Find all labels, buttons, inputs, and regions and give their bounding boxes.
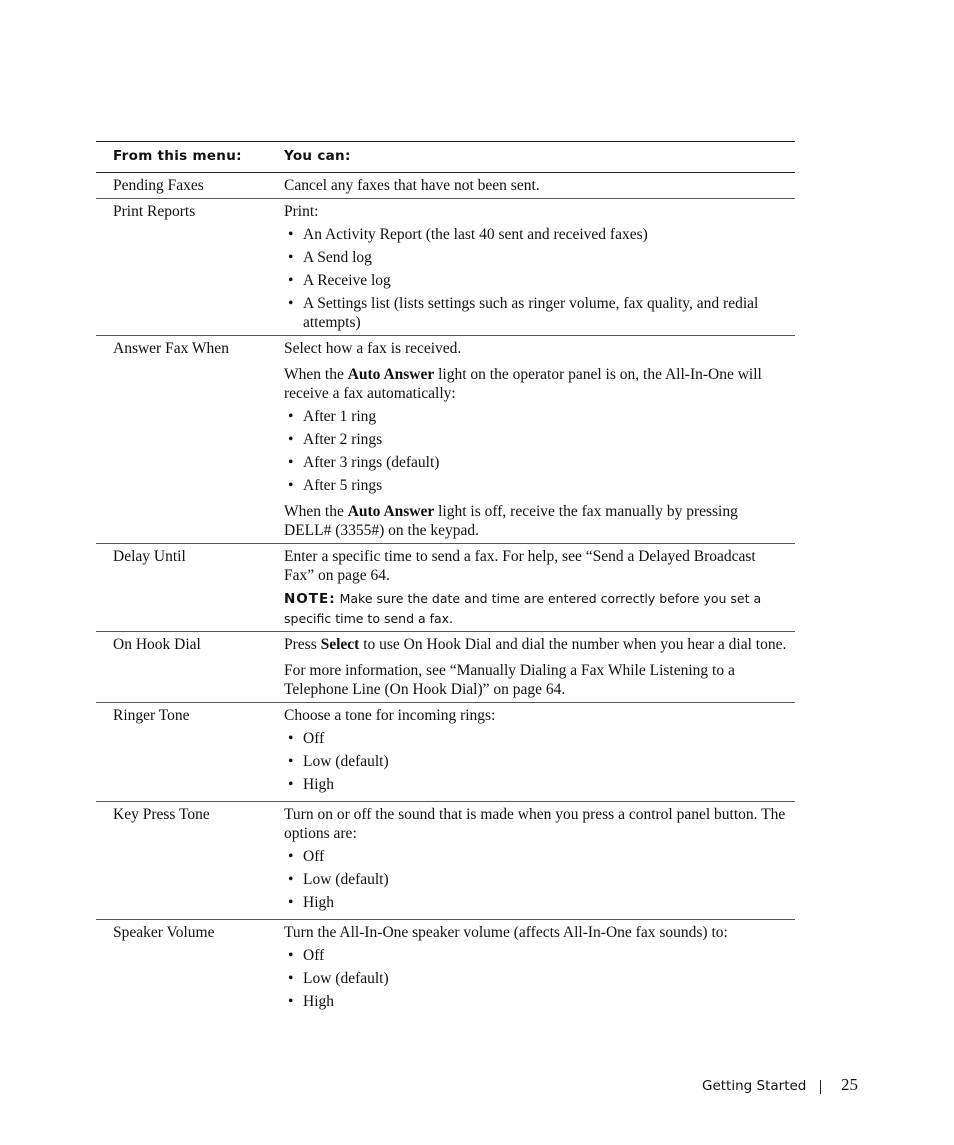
list-item: • A Settings list (lists settings such as ringer volume, fax quality, and redial attempts) bbox=[284, 294, 787, 332]
list-item: • A Send log bbox=[284, 248, 787, 267]
menu-description bbox=[284, 336, 795, 544]
list-item: • After 5 rings bbox=[284, 476, 787, 495]
bullet-list bbox=[284, 847, 787, 912]
menu-description bbox=[284, 920, 795, 1019]
select-term: Select bbox=[320, 636, 360, 653]
table-row-print-reports bbox=[96, 199, 795, 336]
table-row-ringer-tone bbox=[96, 703, 795, 802]
text-span: Press bbox=[284, 636, 321, 653]
menu-name: Ringer Tone bbox=[96, 703, 284, 802]
menu-description bbox=[284, 802, 795, 920]
table-row-pending-faxes bbox=[96, 173, 795, 199]
menu-name: Answer Fax When bbox=[96, 336, 284, 544]
list-item: • After 3 rings (default) bbox=[284, 453, 787, 472]
header-from-this-menu: From this menu: bbox=[96, 142, 284, 173]
list-item: • Off bbox=[284, 729, 787, 748]
menu-name: On Hook Dial bbox=[96, 632, 284, 703]
auto-answer-term: Auto Answer bbox=[347, 366, 435, 383]
description-text bbox=[284, 635, 787, 654]
list-item: • After 1 ring bbox=[284, 407, 787, 426]
table-row-speaker-volume bbox=[96, 920, 795, 1019]
description-text: Cancel any faxes that have not been sent. bbox=[284, 177, 540, 194]
list-item: • High bbox=[284, 775, 787, 794]
table-row-on-hook-dial bbox=[96, 632, 795, 703]
description-text: Turn on or off the sound that is made when you press a control panel button. The options are: bbox=[284, 806, 786, 842]
description-text: Turn the All-In-One speaker volume (affects All-In-One fax sounds) to: bbox=[284, 924, 728, 941]
list-item: • A Receive log bbox=[284, 271, 787, 290]
list-item: • After 2 rings bbox=[284, 430, 787, 449]
menu-name: Print Reports bbox=[96, 199, 284, 336]
page-number: 25 bbox=[841, 1075, 858, 1094]
table-row-delay-until bbox=[96, 544, 795, 632]
text-span: light on the operator panel is on, the All-In-One will receive a fax automatically: bbox=[284, 366, 762, 402]
description-text: Select how a fax is received. bbox=[284, 340, 462, 357]
footer-section-title: Getting Started bbox=[702, 1078, 807, 1094]
table-row-answer-fax-when bbox=[96, 336, 795, 544]
note bbox=[284, 589, 787, 628]
list-item: • An Activity Report (the last 40 sent and received faxes) bbox=[284, 225, 787, 244]
text-span: light is off, receive the fax manually by pressing DELL# (3355#) on the keypad. bbox=[284, 503, 738, 539]
list-item: • Low (default) bbox=[284, 969, 787, 988]
bullet-list bbox=[284, 225, 787, 332]
header-you-can: You can: bbox=[284, 142, 795, 173]
list-item: • High bbox=[284, 992, 787, 1011]
list-item: • High bbox=[284, 893, 787, 912]
list-item: • Off bbox=[284, 847, 787, 866]
note-label: NOTE: bbox=[284, 591, 336, 607]
menu-name: Key Press Tone bbox=[96, 802, 284, 920]
list-item: • Low (default) bbox=[284, 870, 787, 889]
menu-description bbox=[284, 199, 795, 336]
auto-answer-term: Auto Answer bbox=[347, 503, 435, 520]
list-item: • Low (default) bbox=[284, 752, 787, 771]
note-text: Make sure the date and time are entered correctly before you set a specific time to send a fax. bbox=[284, 591, 762, 626]
description-text: Enter a specific time to send a fax. For help, see “Send a Delayed Broadcast Fax” on page 64. bbox=[284, 548, 756, 584]
text-span: When the bbox=[284, 503, 348, 520]
menu-name: Pending Faxes bbox=[96, 173, 284, 199]
description-text bbox=[284, 502, 787, 540]
table-header-row bbox=[96, 142, 795, 173]
description-text: Print: bbox=[284, 203, 319, 220]
description-text: For more information, see “Manually Dialing a Fax While Listening to a Telephone Line (On Hook Dial)” on page 64. bbox=[284, 662, 735, 698]
menu-name: Speaker Volume bbox=[113, 924, 215, 941]
description-text bbox=[284, 365, 787, 403]
text-span: When the bbox=[284, 366, 348, 383]
menu-description bbox=[284, 632, 795, 703]
text-span: to use On Hook Dial and dial the number when you hear a dial tone. bbox=[359, 636, 787, 653]
bullet-list bbox=[284, 946, 787, 1011]
list-item: • Off bbox=[284, 946, 787, 965]
table-row-key-press-tone bbox=[96, 802, 795, 920]
menu-description bbox=[284, 173, 795, 199]
menu-description bbox=[284, 544, 795, 632]
footer-divider bbox=[820, 1080, 821, 1094]
menu-name: Delay Until bbox=[96, 544, 284, 632]
bullet-list bbox=[284, 729, 787, 794]
menu-options-table bbox=[96, 141, 795, 1018]
bullet-list bbox=[284, 407, 787, 495]
menu-description bbox=[284, 703, 795, 802]
page-footer bbox=[700, 1075, 900, 1099]
description-text: Choose a tone for incoming rings: bbox=[284, 707, 496, 724]
